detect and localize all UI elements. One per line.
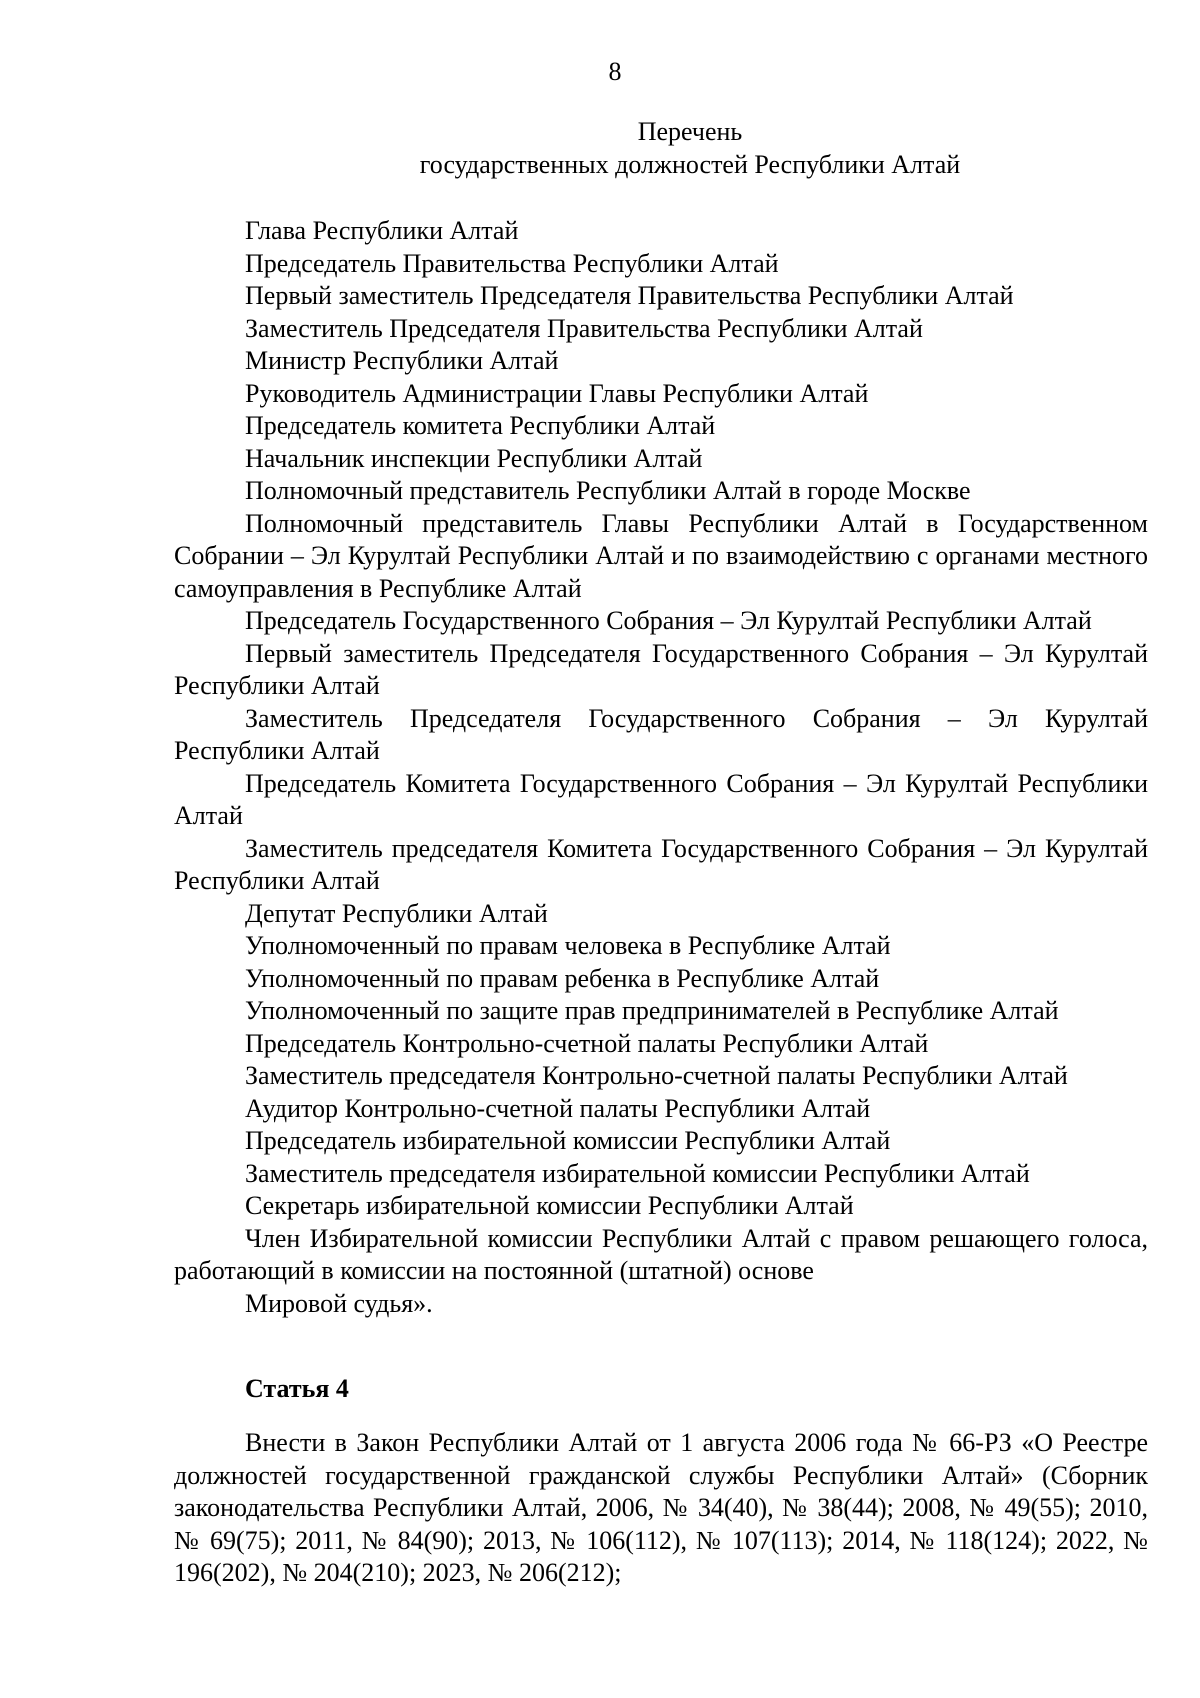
positions-list <box>174 215 1148 1320</box>
position-item: Депутат Республики Алтай <box>245 898 548 928</box>
position-item: Член Избирательной комиссии Республики Алтай с правом решающего голоса, работающий в комиссии на постоянной (штатной) основе <box>174 1223 1148 1285</box>
position-item: Заместитель Председателя Государственного Собрания – Эл Курултай Республики Алтай <box>174 703 1148 765</box>
position-item: Полномочный представитель Главы Республики Алтай в Государственном Собрании – Эл Курултай Республики Алтай и по взаимодействию с органами местного самоуправления в Республике Алтай <box>174 508 1148 603</box>
position-item: Глава Республики Алтай <box>245 216 519 245</box>
position-item: Председатель Контрольно-счетной палаты Республики Алтай <box>245 1028 929 1058</box>
page-number: 8 <box>608 57 622 86</box>
position-item: Первый заместитель Председателя Государственного Собрания – Эл Курултай Республики Алтай <box>174 638 1148 700</box>
position-item: Уполномоченный по правам ребенка в Республике Алтай <box>245 963 880 993</box>
position-item: Председатель Правительства Республики Алтай <box>245 248 779 278</box>
position-item: Уполномоченный по защите прав предпринимателей в Республике Алтай <box>245 996 1059 1025</box>
position-item: Полномочный представитель Республики Алтай в городе Москве <box>245 476 971 505</box>
position-item: Секретарь избирательной комиссии Республики Алтай <box>245 1191 854 1220</box>
list-title-line-2: государственных должностей Республики Алтай <box>419 149 961 179</box>
position-item: Председатель избирательной комиссии Республики Алтай <box>245 1126 891 1155</box>
position-item: Заместитель председателя Комитета Государственного Собрания – Эл Курултай Республики Алтай <box>174 833 1148 895</box>
position-item: Председатель комитета Республики Алтай <box>245 411 716 440</box>
position-item: Председатель Государственного Собрания – Эл Курултай Республики Алтай <box>245 606 1092 635</box>
position-item: Заместитель председателя Контрольно-счетной палаты Республики Алтай <box>245 1061 1068 1090</box>
position-item: Уполномоченный по правам человека в Республике Алтай <box>245 931 891 960</box>
article-paragraph: Внести в Закон Республики Алтай от 1 августа 2006 года № 66-РЗ «О Реестре должностей государственной гражданской службы Республики Алтай» (Сборник законодательства Республики Алтай, 2006, № 34(40), № 38(44); 2008, № 49(55); 2010, № 69(75); 2011, № 84(90); 2013, № 106(112), № 107(113); 2014, № 118(124); 2022, № 196(202), № 204(210); 2023, № 206(212); <box>174 1428 1148 1587</box>
position-item: Начальник инспекции Республики Алтай <box>245 443 703 473</box>
article-heading: Статья 4 <box>245 1374 349 1403</box>
list-title-line-1: Перечень <box>637 117 743 146</box>
list-title <box>0 116 1200 181</box>
position-item: Министр Республики Алтай <box>245 346 559 375</box>
position-item: Председатель Комитета Государственного Собрания – Эл Курултай Республики Алтай <box>174 768 1148 830</box>
position-item: Аудитор Контрольно-счетной палаты Республики Алтай <box>245 1093 871 1123</box>
position-item: Заместитель Председателя Правительства Республики Алтай <box>245 313 923 343</box>
position-item: Руководитель Администрации Главы Республики Алтай <box>245 378 869 408</box>
position-item: Мировой судья». <box>245 1288 433 1318</box>
position-item: Заместитель председателя избирательной комиссии Республики Алтай <box>245 1158 1030 1188</box>
position-item: Первый заместитель Председателя Правительства Республики Алтай <box>245 281 1014 310</box>
